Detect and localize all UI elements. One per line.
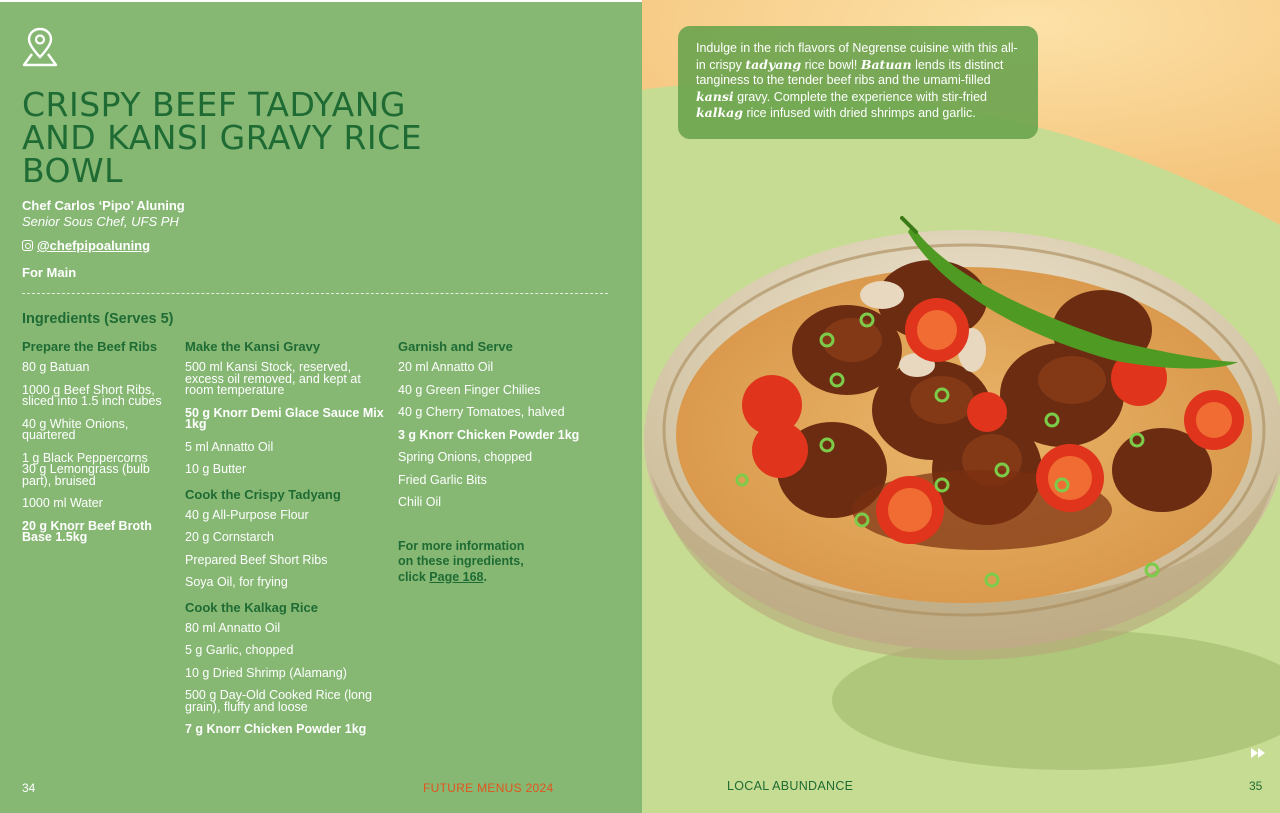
- section-heading: Cook the Kalkag Rice: [185, 599, 318, 615]
- right-page: [642, 0, 1280, 813]
- page-number-right: 35: [1249, 779, 1263, 793]
- fast-forward-icon[interactable]: [1251, 748, 1265, 758]
- ingredient-item: 5 ml Annatto Oil: [185, 439, 274, 454]
- ingredient-item: 1 g Black Peppercorns: [22, 450, 148, 465]
- section-label: LOCAL ABUNDANCE: [727, 779, 854, 793]
- social-handle-row: [22, 238, 150, 253]
- left-page: [0, 2, 642, 813]
- blurb-text: lends its distinct tanginess to the tender beef ribs and the umami-filled: [696, 57, 1004, 87]
- dish-description: [678, 26, 1038, 139]
- ingredients-column-1: [22, 339, 172, 555]
- ingredients-heading: Ingredients (Serves 5): [22, 311, 174, 327]
- ingredients-column-3: [398, 339, 598, 585]
- page-number-left: 34: [22, 781, 36, 795]
- ingredients-column-2: [185, 339, 385, 747]
- ingredient-item: 40 g White Onions, quartered: [22, 416, 129, 442]
- ingredient-item: 80 ml Annatto Oil: [185, 620, 281, 635]
- publication-title: FUTURE MENUS 2024: [423, 781, 554, 795]
- section-heading: Make the Kansi Gravy: [185, 339, 321, 354]
- course-label: For Main: [22, 265, 77, 280]
- chef-role: Senior Sous Chef, UFS PH: [22, 214, 179, 229]
- more-info-note: [398, 539, 598, 586]
- section-heading: Prepare the Beef Ribs: [22, 339, 158, 354]
- ingredient-item: 500 ml Kansi Stock, reserved, excess oil removed, and kept at room temperature: [185, 360, 361, 397]
- ingredient-item: 3 g Knorr Chicken Powder 1kg: [398, 427, 580, 442]
- blurb-text: Indulge in the rich flavors of Negrense cuisine with this all-in crispy: [696, 41, 1018, 72]
- note-line: [398, 570, 598, 586]
- note-line: For more information: [398, 538, 525, 553]
- note-line: on these ingredients,: [398, 554, 524, 568]
- blurb-text: rice bowl!: [801, 57, 861, 72]
- ingredient-item: 1000 g Beef Short Ribs, sliced into 1.5 inch cubes: [22, 382, 162, 408]
- note-click-text: click: [398, 569, 430, 584]
- ingredient-item: 5 g Garlic, chopped: [185, 643, 294, 657]
- dashed-divider: [22, 293, 608, 294]
- ingredient-item: Chili Oil: [398, 495, 442, 509]
- ingredient-item: Prepared Beef Short Ribs: [185, 552, 328, 567]
- ingredient-item: 500 g Day-Old Cooked Rice (long grain), fluffy and loose: [185, 688, 372, 714]
- chef-name: Chef Carlos ‘Pipo’ Aluning: [22, 198, 185, 213]
- note-end: .: [483, 569, 487, 584]
- ingredient-item: 10 g Butter: [185, 462, 247, 476]
- ingredient-item: 50 g Knorr Demi Glace Sauce Mix 1kg: [185, 405, 384, 431]
- ingredient-item: 20 ml Annatto Oil: [398, 360, 494, 374]
- ingredient-item: 30 g Lemongrass (bulb part), bruised: [22, 462, 150, 488]
- ingredient-item: 40 g All-Purpose Flour: [185, 507, 309, 522]
- blurb-text: gravy. Complete the experience with stir-fried: [733, 89, 987, 104]
- ingredient-item: 7 g Knorr Chicken Powder 1kg: [185, 722, 367, 736]
- ingredient-item: 20 g Knorr Beef Broth Base 1.5kg: [22, 518, 152, 544]
- ingredient-item: Spring Onions, chopped: [398, 450, 533, 464]
- recipe-title: CRISPY BEEF TADYANG AND KANSI GRAVY RICE BOWL: [22, 85, 423, 190]
- blurb-word-kalkag: kalkag: [696, 105, 744, 120]
- ingredient-item: 10 g Dried Shrimp (Alamang): [185, 665, 347, 680]
- ingredient-item: 40 g Cherry Tomatoes, halved: [398, 405, 565, 419]
- ingredient-item: Fried Garlic Bits: [398, 472, 487, 487]
- blurb-word-kansi: kansi: [696, 88, 734, 104]
- section-heading: Cook the Crispy Tadyang: [185, 486, 341, 502]
- blurb-text: rice infused with dried shrimps and garlic.: [743, 106, 976, 120]
- section-heading: Garnish and Serve: [398, 339, 513, 354]
- page-168-link[interactable]: Page 168: [429, 569, 484, 584]
- ingredient-item: 20 g Cornstarch: [185, 530, 274, 544]
- instagram-icon: [22, 240, 33, 251]
- map-pin-icon: [22, 26, 58, 68]
- ingredient-item: 40 g Green Finger Chilies: [398, 382, 541, 397]
- ingredient-item: 1000 ml Water: [22, 496, 103, 510]
- blurb-word-tadyang: tadyang: [745, 56, 802, 72]
- ingredient-item: Soya Oil, for frying: [185, 575, 288, 589]
- ingredient-item: 80 g Batuan: [22, 360, 90, 374]
- blurb-word-batuan: Batuan: [860, 56, 912, 72]
- chef-handle-link[interactable]: @chefpipoaluning: [37, 238, 151, 253]
